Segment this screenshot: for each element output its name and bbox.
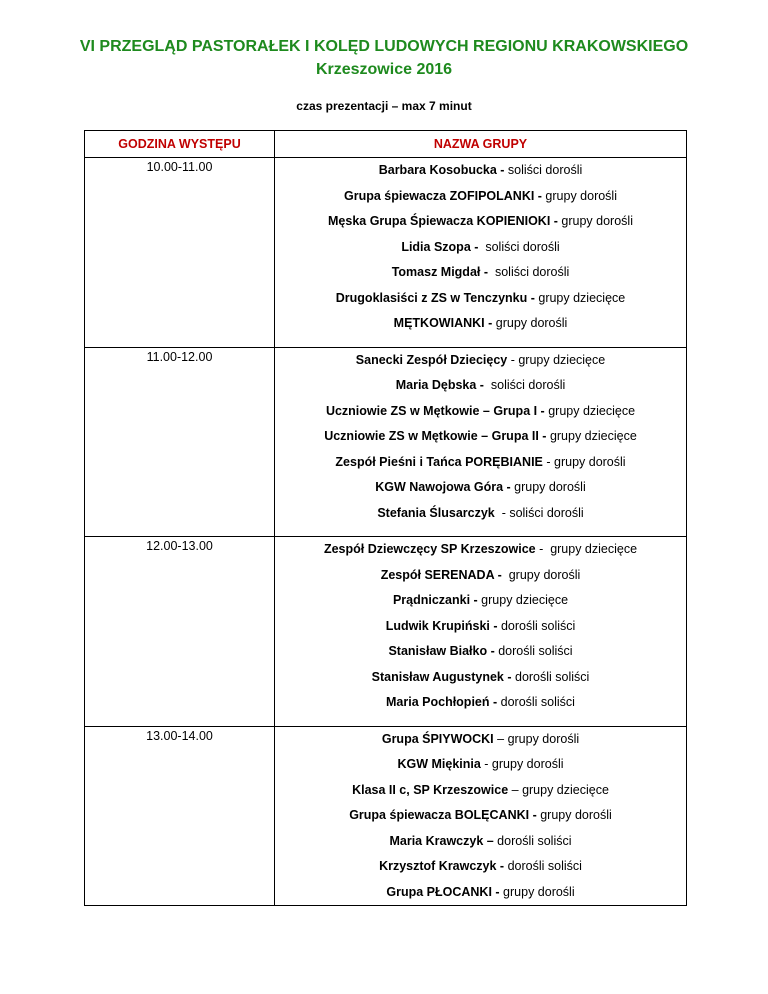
schedule-block-row	[85, 347, 687, 537]
group-name: Grupa śpiewacza BOLĘCANKI -	[349, 808, 537, 822]
schedule-block-row	[85, 537, 687, 727]
group-category: - grupy dorośli	[542, 454, 626, 469]
group-entry	[275, 854, 686, 880]
group-entry	[275, 639, 686, 665]
group-category: grupy dorośli	[492, 316, 568, 330]
group-entry	[275, 563, 686, 589]
group-name: Zespół Pieśni i Tańca PORĘBIANIE	[335, 454, 543, 469]
group-list	[275, 347, 687, 537]
group-category: – grupy dziecięce	[508, 782, 609, 797]
group-category: grupy dziecięce	[544, 403, 636, 418]
document-subtitle: Krzeszowice 2016	[315, 61, 453, 78]
group-entry	[275, 235, 686, 261]
header-group: NAZWA GRUPY	[275, 131, 687, 158]
group-name: Zespół Dziewczęcy SP Krzeszowice	[323, 542, 536, 556]
group-category: - grupy dziecięce	[507, 352, 606, 367]
group-name: Drugoklasiści z ZS w Tenczynku -	[335, 290, 535, 305]
group-name: Tomasz Migdał -	[391, 265, 489, 279]
group-category: dorośli soliści	[497, 618, 576, 633]
group-category: dorośli soliści	[497, 695, 575, 709]
header-time: GODZINA WYSTĘPU	[85, 131, 275, 158]
group-name: Lidia Szopa -	[401, 239, 479, 254]
group-name: KGW Nawojowa Góra -	[375, 480, 511, 494]
group-name: Ludwik Krupiński -	[385, 618, 498, 633]
schedule-block-row	[85, 158, 687, 348]
group-category: dorośli soliści	[511, 669, 590, 684]
group-entry	[275, 209, 686, 235]
group-entry	[275, 260, 686, 286]
group-entry	[275, 880, 686, 906]
group-entry	[275, 373, 686, 399]
group-category: soliści dorośli	[488, 265, 570, 279]
group-category: dorośli soliści	[494, 644, 573, 658]
group-category: grupy dorośli	[499, 884, 575, 899]
group-name: Uczniowie ZS w Mętkowie – Grupa I -	[325, 403, 545, 418]
group-category: soliści dorośli	[478, 239, 560, 254]
group-entry	[275, 399, 686, 425]
group-entry	[275, 450, 686, 476]
schedule-block-row	[85, 726, 687, 906]
group-name: Zespół SERENADA -	[380, 567, 502, 582]
group-category: - grupy dorośli	[480, 757, 564, 771]
group-entry	[275, 727, 686, 753]
presentation-time-note: czas prezentacji – max 7 minut	[296, 99, 472, 113]
group-entry	[275, 537, 686, 563]
group-category: grupy dziecięce	[534, 290, 626, 305]
time-slot: 12.00-13.00	[85, 537, 275, 727]
group-name: Sanecki Zespół Dziecięcy	[355, 352, 508, 367]
group-list	[275, 158, 687, 348]
group-name: Maria Pochłopień -	[386, 695, 498, 709]
group-entry	[275, 829, 686, 855]
time-slot: 13.00-14.00	[85, 726, 275, 906]
group-category: grupy dorośli	[510, 480, 586, 494]
group-category: – grupy dorośli	[493, 731, 580, 746]
group-entry	[275, 778, 686, 804]
group-entry	[275, 184, 686, 210]
group-entry	[275, 614, 686, 640]
group-name: Klasa II c, SP Krzeszowice	[352, 782, 509, 797]
group-entry	[275, 803, 686, 829]
group-category: grupy dziecięce	[546, 429, 637, 443]
table-header-row	[85, 131, 687, 158]
time-slot: 11.00-12.00	[85, 347, 275, 537]
group-entry	[275, 158, 686, 184]
group-entry	[275, 588, 686, 614]
group-category: grupy dziecięce	[477, 593, 569, 607]
group-category: grupy dorośli	[536, 808, 612, 822]
group-name: Maria Krawczyk –	[389, 833, 494, 848]
group-name: Stanisław Białko -	[388, 644, 495, 658]
group-entry	[275, 501, 686, 527]
schedule-table	[84, 130, 687, 906]
group-name: KGW Miękinia	[397, 757, 481, 771]
group-name: Uczniowie ZS w Mętkowie – Grupa II -	[324, 429, 547, 443]
group-name: Prądniczanki -	[392, 593, 478, 607]
group-entry	[275, 311, 686, 337]
group-name: Grupa śpiewacza ZOFIPOLANKI -	[344, 188, 542, 203]
group-entry	[275, 286, 686, 312]
group-name: Maria Dębska -	[395, 378, 484, 392]
group-category: grupy dorośli	[501, 567, 581, 582]
group-category: - grupy dziecięce	[535, 542, 638, 556]
group-list	[275, 537, 687, 727]
group-name: Męska Grupa Śpiewacza KOPIENIOKI -	[328, 214, 558, 228]
group-name: Stefania Ślusarczyk	[377, 505, 495, 520]
group-category: grupy dorośli	[557, 214, 633, 228]
group-entry	[275, 690, 686, 716]
group-category: grupy dorośli	[541, 188, 617, 203]
group-category: - soliści dorośli	[494, 505, 584, 520]
group-category: soliści dorośli	[483, 378, 566, 392]
group-entry	[275, 348, 686, 374]
group-name: Grupa PŁOCANKI -	[386, 884, 500, 899]
group-list	[275, 726, 687, 906]
group-name: Barbara Kosobucka -	[378, 163, 505, 177]
time-slot: 10.00-11.00	[85, 158, 275, 348]
group-name: MĘTKOWIANKI -	[393, 316, 493, 330]
group-entry	[275, 475, 686, 501]
group-name: Stanisław Augustynek -	[371, 669, 512, 684]
document-title: VI PRZEGLĄD PASTORAŁEK I KOLĘD LUDOWYCH REGIONU KRAKOWSKIEGO	[79, 38, 689, 55]
group-name: Krzysztof Krawczyk -	[379, 859, 505, 873]
group-name: Grupa ŚPIYWOCKI	[381, 731, 494, 746]
group-category: dorośli soliści	[493, 833, 572, 848]
group-entry	[275, 665, 686, 691]
group-category: dorośli soliści	[504, 859, 582, 873]
group-entry	[275, 424, 686, 450]
group-entry	[275, 752, 686, 778]
group-category: soliści dorośli	[504, 163, 583, 177]
